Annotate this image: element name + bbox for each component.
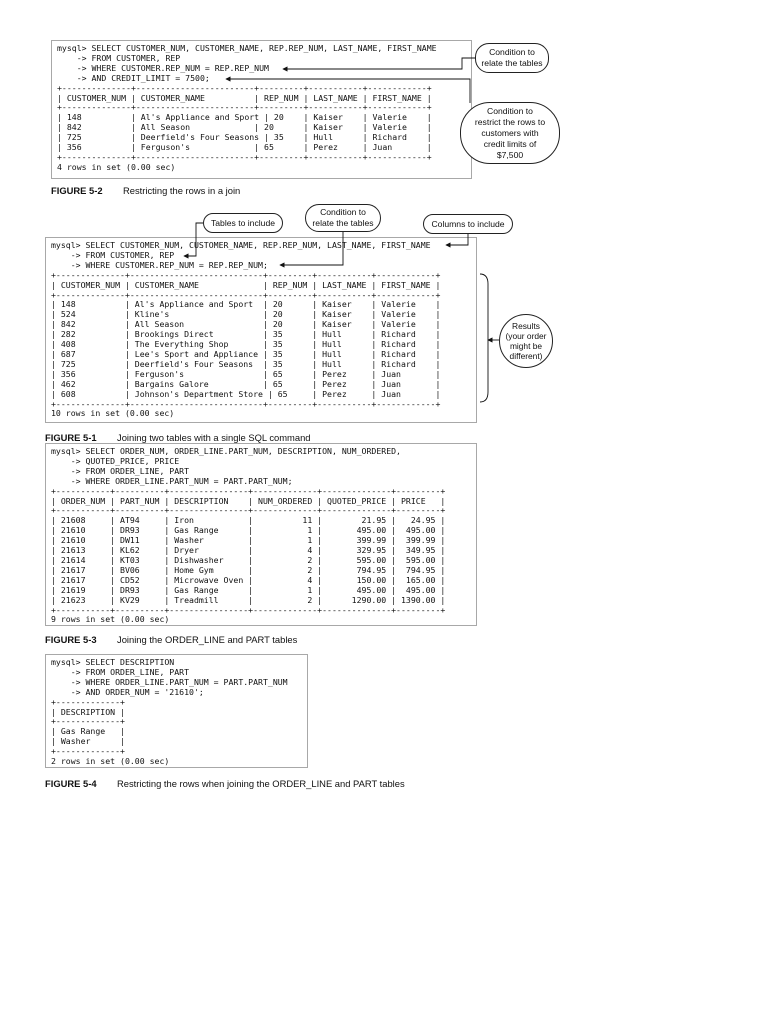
figure-5-1-callout-columns: Columns to include: [423, 214, 513, 234]
figure-title: Joining two tables with a single SQL command: [117, 432, 311, 443]
figure-title: Joining the ORDER_LINE and PART tables: [117, 634, 298, 645]
figure-5-1-screenshot: [45, 237, 477, 423]
figure-5-4-screenshot: [45, 654, 308, 768]
figure-5-2-callout-relate: Condition to relate the tables: [475, 43, 549, 73]
figure-title: Restricting the rows in a join: [123, 185, 241, 196]
figure-5-4-sql-output: mysql> SELECT DESCRIPTION -> FROM ORDER_LINE, PART -> WHERE ORDER_LINE.PART_NUM = PART.PART_NUM -> AND ORDER_NUM = '21610'; +-------------+ | DESCRIPTION | +-------------+ | Gas Range | | Washer | +-------------+ 2 rows in set (0.00 sec): [51, 657, 288, 767]
figure-5-3-caption: [45, 634, 297, 645]
figure-5-3-sql-output: mysql> SELECT ORDER_NUM, ORDER_LINE.PART_NUM, DESCRIPTION, NUM_ORDERED, -> QUOTED_PRICE, PRICE -> FROM ORDER_LINE, PART -> WHERE ORDER_LINE.PART_NUM = PART.PART_NUM; +-----------+----------+----------------+-------------+--------------+---------+ | ORDER_NUM | PART_NUM | DESCRIPTION | NUM_ORDERED | QUOTED_PRICE | PRICE | +-----------+----------+----------------+-------------+--------------+---------+ | 21608 | AT94 | Iron | 11 | 21.95 | 24.95 | | 21610 | DR93 | Gas Range | 1 | 495.00 | 495.00 | | 21610 | DW11 | Washer | 1 | 399.99 | 399.99 | | 21613 | KL62 | Dryer | 4 | 329.95 | 349.95 | | 21614 | KT03 | Dishwasher | 2 | 595.00 | 595.00 | | 21617 | BV06 | Home Gym | 2 | 794.95 | 794.95 | | 21617 | CD52 | Microwave Oven | 4 | 150.00 | 165.00 | | 21619 | DR93 | Gas Range | 1 | 495.00 | 495.00 | | 21623 | KV29 | Treadmill | 2 | 1290.00 | 1390.00 | +-----------+----------+----------------+-------------+--------------+---------+ 9 rows in set (0.00 sec): [51, 446, 446, 625]
figure-5-2-screenshot: [51, 40, 472, 179]
figure-label: FIGURE 5-3: [45, 634, 97, 645]
figure-5-2-caption: [51, 185, 240, 196]
figure-5-1-sql-output: mysql> SELECT CUSTOMER_NUM, CUSTOMER_NAME, REP.REP_NUM, LAST_NAME, FIRST_NAME -> FROM CUSTOMER, REP -> WHERE CUSTOMER.REP_NUM = REP.REP_NUM; +--------------+---------------------------+---------+-----------+------------+ | CUSTOMER_NUM | CUSTOMER_NAME | REP_NUM | LAST_NAME | FIRST_NAME | +--------------+---------------------------+---------+-----------+------------+ | 148 | Al's Appliance and Sport | 20 | Kaiser | Valerie | | 524 | Kline's | 20 | Kaiser | Valerie | | 842 | All Season | 20 | Kaiser | Valerie | | 282 | Brookings Direct | 35 | Hull | Richard | | 408 | The Everything Shop | 35 | Hull | Richard | | 687 | Lee's Sport and Appliance | 35 | Hull | Richard | | 725 | Deerfield's Four Seasons | 35 | Hull | Richard | | 356 | Ferguson's | 65 | Perez | Juan | | 462 | Bargains Galore | 65 | Perez | Juan | | 608 | Johnson's Department Store | 65 | Perez | Juan | +--------------+---------------------------+---------+-----------+------------+ 10 rows in set (0.00 sec): [51, 240, 441, 419]
figure-label: FIGURE 5-4: [45, 778, 97, 789]
figure-5-2-sql-output: mysql> SELECT CUSTOMER_NUM, CUSTOMER_NAME, REP.REP_NUM, LAST_NAME, FIRST_NAME -> FROM CUSTOMER, REP -> WHERE CUSTOMER.REP_NUM = REP.REP_NUM -> AND CREDIT_LIMIT = 7500; +--------------+------------------------+---------+-----------+------------+ | CUSTOMER_NUM | CUSTOMER_NAME | REP_NUM | LAST_NAME | FIRST_NAME | +--------------+------------------------+---------+-----------+------------+ | 148 | Al's Appliance and Sport | 20 | Kaiser | Valerie | | 842 | All Season | 20 | Kaiser | Valerie | | 725 | Deerfield's Four Seasons | 35 | Hull | Richard | | 356 | Ferguson's | 65 | Perez | Juan | +--------------+------------------------+---------+-----------+------------+ 4 rows in set (0.00 sec): [57, 43, 437, 172]
figure-5-2-callout-restrict: Condition to restrict the rows to customers with credit limits of $7,500: [460, 102, 560, 164]
figure-5-4-caption: [45, 778, 405, 789]
leader-results-bracket-5-1: [480, 274, 488, 402]
figure-label: FIGURE 5-1: [45, 432, 97, 443]
figure-5-1-caption: [45, 432, 311, 443]
figure-label: FIGURE 5-2: [51, 185, 103, 196]
figure-5-1-callout-results: Results (your order might be different): [499, 314, 553, 368]
figure-5-1-callout-relate: Condition to relate the tables: [305, 204, 381, 232]
figure-title: Restricting the rows when joining the ORDER_LINE and PART tables: [117, 778, 405, 789]
figure-5-3-screenshot: [45, 443, 477, 626]
figure-5-1-callout-tables: Tables to include: [203, 213, 283, 233]
